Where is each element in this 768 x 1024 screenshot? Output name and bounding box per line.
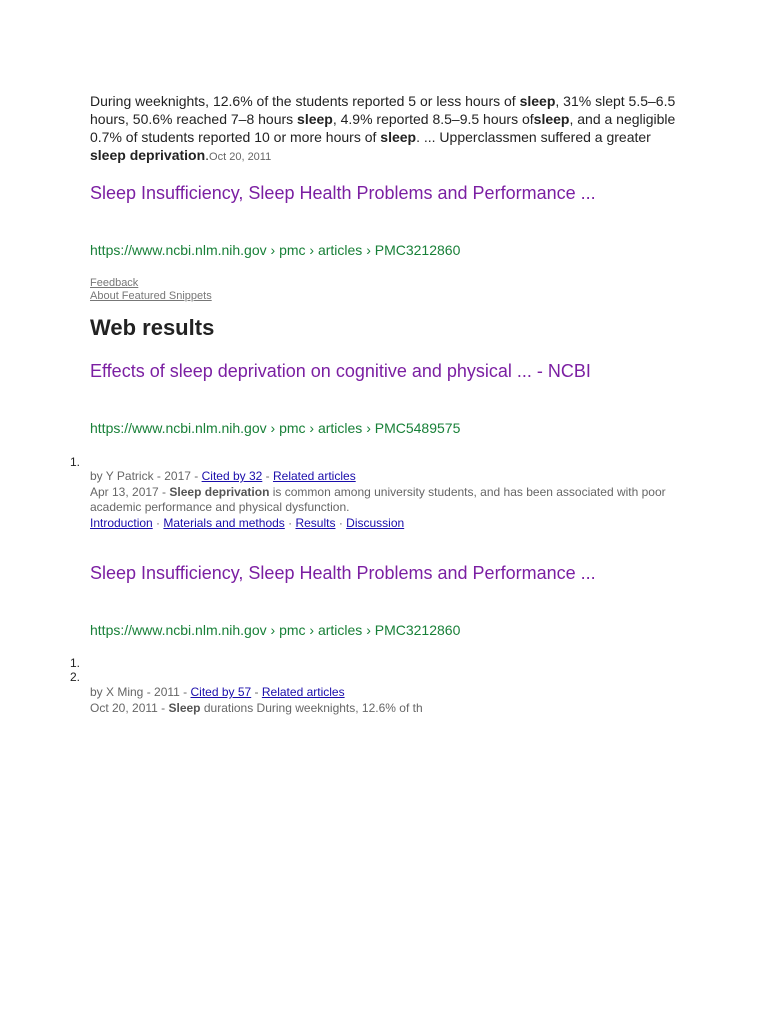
cited-by-link[interactable]: Cited by 57 (190, 685, 252, 699)
featured-result-url: https://www.ncbi.nlm.nih.gov › pmc › articles › PMC3212860 (90, 242, 461, 258)
snippet-text: During weeknights, 12.6% of the students reported 5 or less hours of (90, 93, 520, 109)
snippet-text: . ... Upperclassmen suffered a greater (416, 129, 651, 145)
byline-text: by X Ming - 2011 - (90, 685, 191, 699)
snippet-text: , 31% slept 5.5–6.5 hours, 50.6% reached 7–8 hours (90, 93, 676, 127)
sitelink-separator: · (284, 516, 296, 530)
snippet-text: , and a negligible 0.7% of students reported 10 or more hours of (90, 111, 676, 145)
list-number: 2. (70, 670, 81, 684)
list-number: 1. (70, 656, 81, 670)
result-url: https://www.ncbi.nlm.nih.gov › pmc › articles › PMC5489575 (90, 420, 461, 436)
snippet-bold: sleep (380, 129, 417, 145)
featured-result-title-link[interactable]: Sleep Insufficiency, Sleep Health Problems and Performance ... (90, 183, 596, 203)
featured-snippet-text (90, 92, 680, 166)
snippet-bold: Sleep deprivation (169, 485, 270, 499)
snippet-text: , 4.9% reported 8.5–9.5 hours of (332, 111, 534, 127)
snippet-bold: sleep (533, 111, 570, 127)
cited-by-link[interactable]: Cited by 32 (201, 469, 263, 483)
result-url: https://www.ncbi.nlm.nih.gov › pmc › articles › PMC3212860 (90, 622, 461, 638)
snippet-text: . (205, 147, 210, 163)
sitelink-separator: · (335, 516, 347, 530)
byline-separator: - (251, 685, 262, 699)
snippet-bold: sleep deprivation (90, 147, 206, 163)
snippet-bold: Sleep (168, 701, 201, 715)
about-featured-snippets-link[interactable]: About Featured Snippets (90, 290, 212, 302)
sitelink-introduction[interactable]: Introduction (90, 516, 153, 530)
byline-separator: - (262, 469, 273, 483)
related-articles-link[interactable]: Related articles (272, 469, 356, 483)
snippet-bold: sleep (297, 111, 333, 127)
result-byline (90, 685, 680, 700)
sitelink-materials-and-methods[interactable]: Materials and methods (163, 516, 285, 530)
web-results-heading: Web results (90, 315, 215, 340)
list-number: 1. (70, 455, 81, 469)
snippet-bold: sleep (519, 93, 556, 109)
result-snippet (90, 701, 680, 716)
result-title-link[interactable]: Sleep Insufficiency, Sleep Health Problems and Performance ... (90, 563, 596, 583)
sitelink-results[interactable]: Results (295, 516, 336, 530)
result-byline (90, 469, 680, 484)
result-title-link[interactable]: Effects of sleep deprivation on cognitive and physical ... - NCBI (90, 361, 591, 381)
snippet-date: Oct 20, 2011 (209, 151, 272, 163)
snippet-text: is common among university students, and has been associated with poor academic performance and physical dysfunction. (90, 485, 666, 514)
feedback-link[interactable]: Feedback (90, 277, 139, 289)
byline-text: by Y Patrick - 2017 - (90, 469, 202, 483)
result-snippet (90, 485, 680, 515)
result-date: Oct 20, 2011 - (90, 701, 169, 715)
sitelink-separator: · (152, 516, 164, 530)
snippet-text: durations During weeknights, 12.6% of th (200, 701, 423, 715)
related-articles-link[interactable]: Related articles (261, 685, 345, 699)
sitelink-discussion[interactable]: Discussion (346, 516, 405, 530)
result-date: Apr 13, 2017 - (90, 485, 170, 499)
sitelinks (90, 516, 404, 531)
